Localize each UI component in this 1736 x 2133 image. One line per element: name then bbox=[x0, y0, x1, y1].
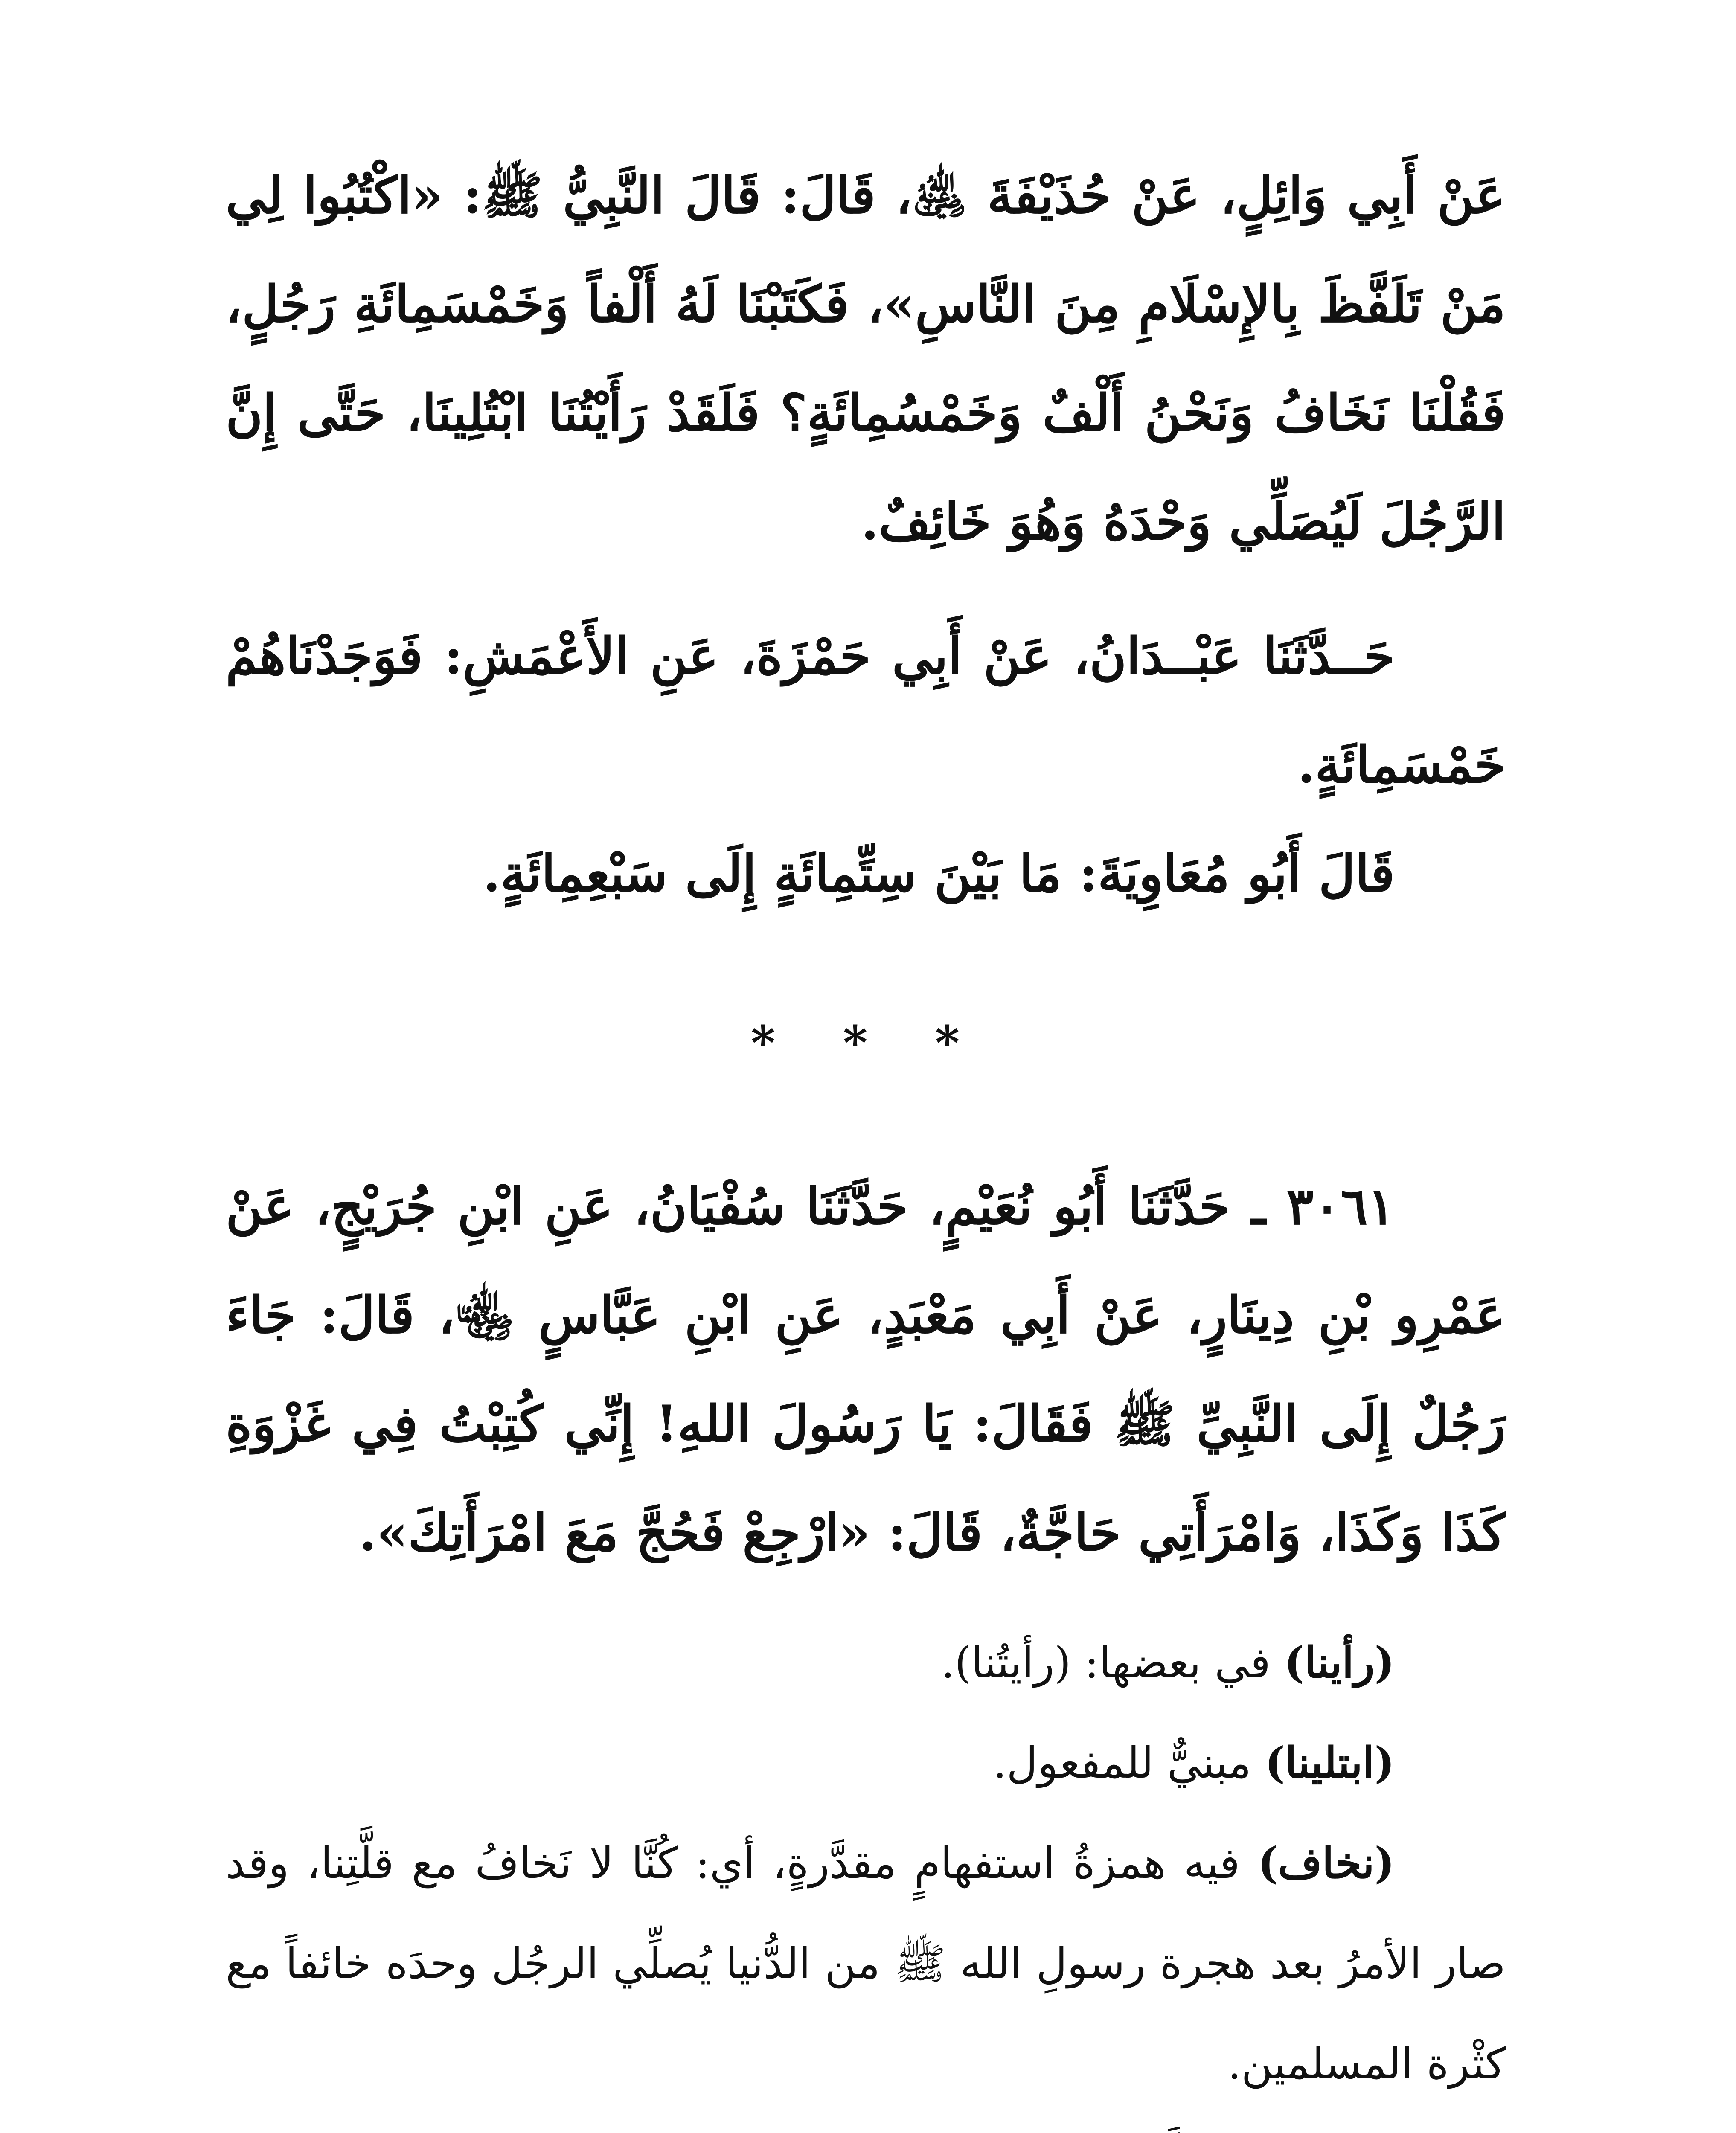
commentary-item bbox=[226, 1613, 1506, 1713]
commentary-section bbox=[226, 1613, 1506, 2133]
commentary-term: (نخاف) bbox=[1257, 1838, 1395, 1888]
commentary-term: (رأينا) bbox=[1284, 1637, 1395, 1688]
commentary-item bbox=[226, 1713, 1506, 1813]
commentary-explanation: فيه همزةُ استفهامٍ مقدَّرةٍ، أي: كُنَّا لا نَخافُ مع قلَّتِنا، وقد صار الأمرُ بعد هجرة رسولِ الله ﷺ من الدُّنيا يُصلِّي الرجُل وحدَه خائفاً مع كثْرة المسلمين. bbox=[226, 1838, 1506, 2089]
hadith-3061-section bbox=[226, 1152, 1506, 1587]
top-hadith-section bbox=[226, 141, 1506, 928]
commentary-term: (ابتلينا) bbox=[1265, 1738, 1395, 1788]
commentary-item bbox=[226, 2114, 1506, 2133]
abu-muawiya-paragraph: قَالَ أَبُو مُعَاوِيَةَ: مَا بَيْنَ سِتِّمِائَةٍ إِلَى سَبْعِمِائَةٍ. bbox=[483, 844, 1395, 903]
commentary-item bbox=[226, 1813, 1506, 2114]
commentary-explanation: مبنيٌّ للمفعول. bbox=[993, 1738, 1265, 1788]
hadith-continuation-paragraph: عَنْ أَبِي وَائِلٍ، عَنْ حُذَيْفَةَ ﵁، قَالَ: قَالَ النَّبِيُّ ﷺ: «اكْتُبُوا لِي مَنْ تَلَفَّظَ بِالإِسْلَامِ مِنَ النَّاسِ»، فَكَتَبْنَا لَهُ أَلْفاً وَخَمْسَمِائَةِ رَجُلٍ، فَقُلْنَا نَخَافُ وَنَحْنُ أَلْفٌ وَخَمْسُمِائَةٍ؟ فَلَقَدْ رَأَيْتُنَا ابْتُلِينَا، حَتَّى إِنَّ الرَّجُلَ لَيُصَلِّي وَحْدَهُ وَهُوَ خَائِفٌ. bbox=[226, 166, 1506, 551]
hadith-3061-text: ٣٠٦١ ـ حَدَّثَنَا أَبُو نُعَيْمٍ، حَدَّثَنَا سُفْيَانُ، عَنِ ابْنِ جُرَيْجٍ، عَنْ عَمْرِو بْنِ دِينَارٍ، عَنْ أَبِي مَعْبَدٍ، عَنِ ابْنِ عَبَّاسٍ ﵄، قَالَ: جَاءَ رَجُلٌ إِلَى النَّبِيِّ ﷺ فَقَالَ: يَا رَسُولَ اللهِ! إِنِّي كُتِبْتُ فِي غَزْوَةِ كَذَا وَكَذَا، وَامْرَأَتِي حَاجَّةٌ، قَالَ: «ارْجِعْ فَحُجَّ مَعَ امْرَأَتِكَ». bbox=[226, 1177, 1506, 1562]
section-separator: * * * bbox=[750, 1015, 986, 1070]
commentary-explanation: في بعضها: (رأيتُنا). bbox=[941, 1638, 1284, 1688]
narration-abdan-paragraph: حَــدَّثَنَا عَبْــدَانُ، عَنْ أَبِي حَمْزَةَ، عَنِ الأَعْمَشِ: فَوَجَدْنَاهُمْ خَمْسَمِائَةٍ. bbox=[226, 626, 1506, 794]
